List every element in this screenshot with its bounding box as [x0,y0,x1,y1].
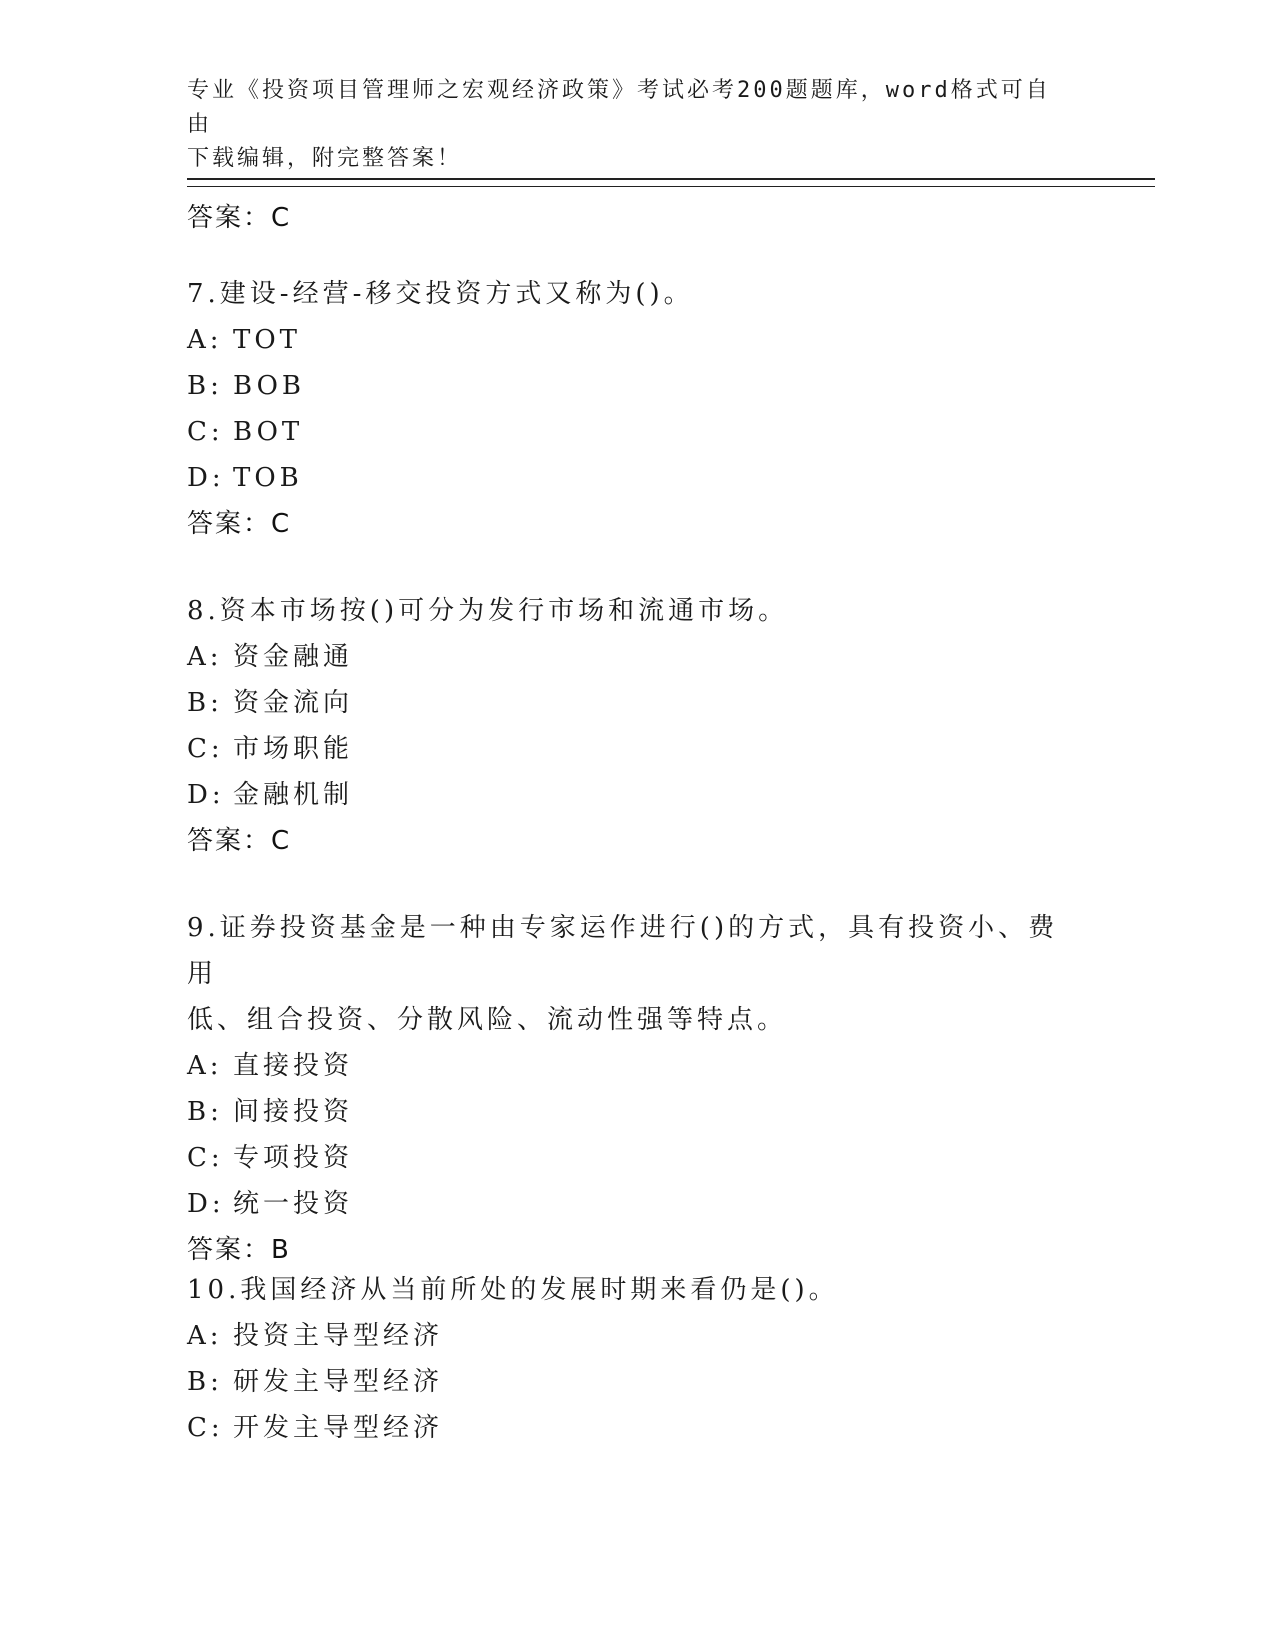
option-value: 直接投资 [233,1051,354,1081]
option-key: D: [187,780,225,810]
option-d [187,455,1087,501]
option-c [187,409,1087,455]
question-text: 7.建设-经营-移交投资方式又称为()。 [187,279,694,309]
option-a [187,634,1087,680]
option-value: TOB [233,463,303,493]
answer-text: 答案：C [187,509,292,539]
option-c [187,1405,1087,1451]
question-text: 8.资本市场按()可分为发行市场和流通市场。 [187,596,789,626]
option-c [187,1135,1087,1181]
option-key: C: [187,734,224,764]
answer-text: 答案：C [187,826,292,856]
option-key: B: [187,371,223,401]
option-key: B: [187,1367,223,1397]
option-value: BOT [233,417,304,447]
option-key: A: [187,1051,223,1081]
option-key: A: [187,1321,223,1351]
question-9 [187,905,1087,1273]
question-10 [187,1267,1087,1451]
document-header [187,74,1067,176]
answer-text: 答案：B [187,1235,291,1265]
option-key: A: [187,642,223,672]
question-7 [187,271,1087,547]
option-value: 统一投资 [233,1189,354,1219]
option-value: TOT [233,325,301,355]
answer-text: 答案：C [187,203,292,233]
option-b [187,1089,1087,1135]
option-a [187,1043,1087,1089]
option-value: 资金融通 [233,642,354,672]
question-text: 10.我国经济从当前所处的发展时期来看仍是()。 [187,1275,839,1305]
option-value: 资金流向 [233,688,354,718]
option-b [187,363,1087,409]
option-value: 市场职能 [233,734,354,764]
option-key: C: [187,417,224,447]
header-divider [187,178,1155,187]
question-text-line-2: 低、组合投资、分散风险、流动性强等特点。 [187,1005,788,1035]
option-a [187,317,1087,363]
option-value: 金融机制 [233,780,354,810]
option-a [187,1313,1087,1359]
option-key: A: [187,325,223,355]
option-key: B: [187,1097,223,1127]
option-value: 开发主导型经济 [233,1413,444,1443]
option-b [187,1359,1087,1405]
option-c [187,726,1087,772]
question-text-line-1: 9.证券投资基金是一种由专家运作进行()的方式，具有投资小、费用 [187,913,1059,989]
option-value: 研发主导型经济 [233,1367,444,1397]
option-value: BOB [233,371,306,401]
option-d [187,772,1087,818]
question-8 [187,588,1087,864]
option-value: 投资主导型经济 [233,1321,444,1351]
option-value: 间接投资 [233,1097,354,1127]
option-key: B: [187,688,223,718]
option-key: D: [187,463,225,493]
option-b [187,680,1087,726]
option-d [187,1181,1087,1227]
option-value: 专项投资 [233,1143,354,1173]
option-key: D: [187,1189,225,1219]
header-line-2: 下载编辑，附完整答案！ [187,146,463,171]
option-key: C: [187,1143,224,1173]
header-line-1: 专业《投资项目管理师之宏观经济政策》考试必考200题题库，word格式可自由 [187,78,1051,137]
option-key: C: [187,1413,224,1443]
